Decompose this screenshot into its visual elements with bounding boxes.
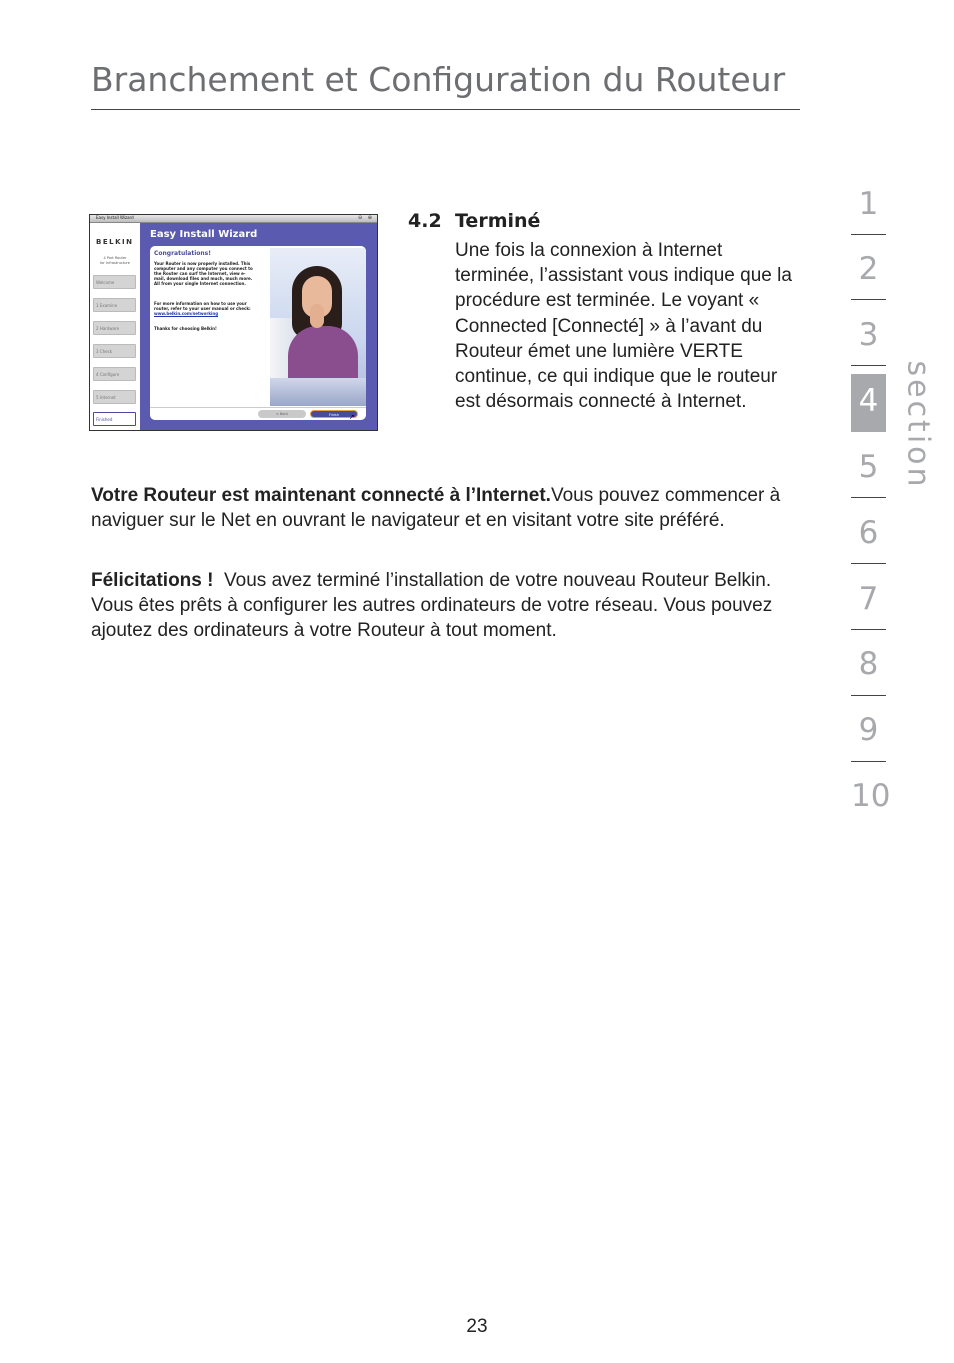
wizard-step: Welcome [93,275,136,289]
info-link: www.belkin.com/networking [154,311,219,316]
page-number: 23 [466,1316,488,1337]
title-divider [91,109,800,110]
section-tab-6[interactable]: 6 [858,515,879,551]
wizard-main [140,223,377,430]
wizard-step: 3 Check [93,344,136,358]
tab-divider [851,234,886,235]
section-tab-4[interactable]: 4 [858,383,879,419]
tab-divider [851,563,886,564]
tab-divider [851,629,886,630]
section-body: Une fois la connexion à Internet terminée, l’assistant vous indique que la procédure est terminée. Le voyant « Connected [Connecté] » à l’avant du Routeur émet une lumière VERTE continue, ce qui indique que le routeur est désormais connecté à Internet. [455,240,792,413]
wizard-step: 2 Hardware [93,321,136,335]
section-tab-2[interactable]: 2 [858,251,879,287]
wizard-step: 5 Internet [93,390,136,404]
section-label: section [900,360,936,490]
section-number: 4.2 [408,210,442,232]
section-tab-9[interactable]: 9 [858,712,879,748]
section-tab-5[interactable]: 5 [858,449,879,485]
section-tab-1[interactable]: 1 [858,186,879,222]
congrats-title: Congratulations! [154,250,211,257]
window-title: Easy Install Wizard [96,215,134,220]
thanks-text: Thanks for choosing Belkin! [154,326,217,331]
tab-divider [851,695,886,696]
paragraph-text: Vous pouvez commencer à naviguer sur le Net en ouvrant le navigateur et en visitant votre site préféré. [91,485,781,531]
info-text-body: For more information on how to use your router, refer to your user manual or check: [154,301,251,311]
product-name [90,256,140,266]
wizard-sidebar [90,223,140,430]
section-tab-8[interactable]: 8 [858,646,879,682]
paragraph-text: Vous avez terminé l’installation de votre nouveau Routeur Belkin. Vous êtes prêts à configurer les autres ordinateurs de votre réseau. Vous pouvez ajoutez des ordinateurs à votre Routeur à tout moment. [91,570,778,641]
paragraph-bold: Félicitations ! [91,570,214,591]
section-tab-10[interactable]: 10 [851,778,891,814]
photo-hand [310,304,324,328]
wizard-title: Easy Install Wizard [150,229,258,240]
section-tab-3[interactable]: 3 [858,317,879,353]
mouse-cursor-icon: ➚ [349,413,355,420]
congrats-text: Your Router is now properly installed. This computer and any computer you connect to the Router can surf the Internet, view e-mail, download files and much, much more. All from your single Internet connection. [154,261,253,286]
tab-divider [851,497,886,498]
wizard-screenshot [89,214,378,431]
belkin-logo: BELKIN [96,238,134,246]
section-tab-7[interactable]: 7 [858,581,879,617]
wizard-step: 1 Examine [93,298,136,312]
wizard-step: 4 Configure [93,367,136,381]
info-text [154,301,254,316]
wizard-panel [150,246,366,420]
wizard-button-row [150,407,366,420]
section-title: Terminé [455,210,541,232]
paragraph-bold: Votre Routeur est maintenant connecté à l’Internet. [91,485,551,506]
tab-divider [851,299,886,300]
product-line: for Infrastructure [100,261,130,265]
product-line: 4 Port Router [103,256,127,260]
window-title-bar [90,215,377,223]
page-title: Branchement et Configuration du Routeur [91,60,786,99]
tab-divider [851,761,886,762]
finish-button: Finish [310,410,358,418]
photo-desk [270,378,366,406]
wizard-step-active: Finished [93,412,136,426]
paragraph-congrats [91,568,791,643]
tab-divider [851,365,886,366]
paragraph-connected [91,483,791,533]
window-buttons-icon: ⊖ ⊕ [358,215,374,221]
woman-photo [270,248,366,406]
back-button: < Back [258,410,306,418]
